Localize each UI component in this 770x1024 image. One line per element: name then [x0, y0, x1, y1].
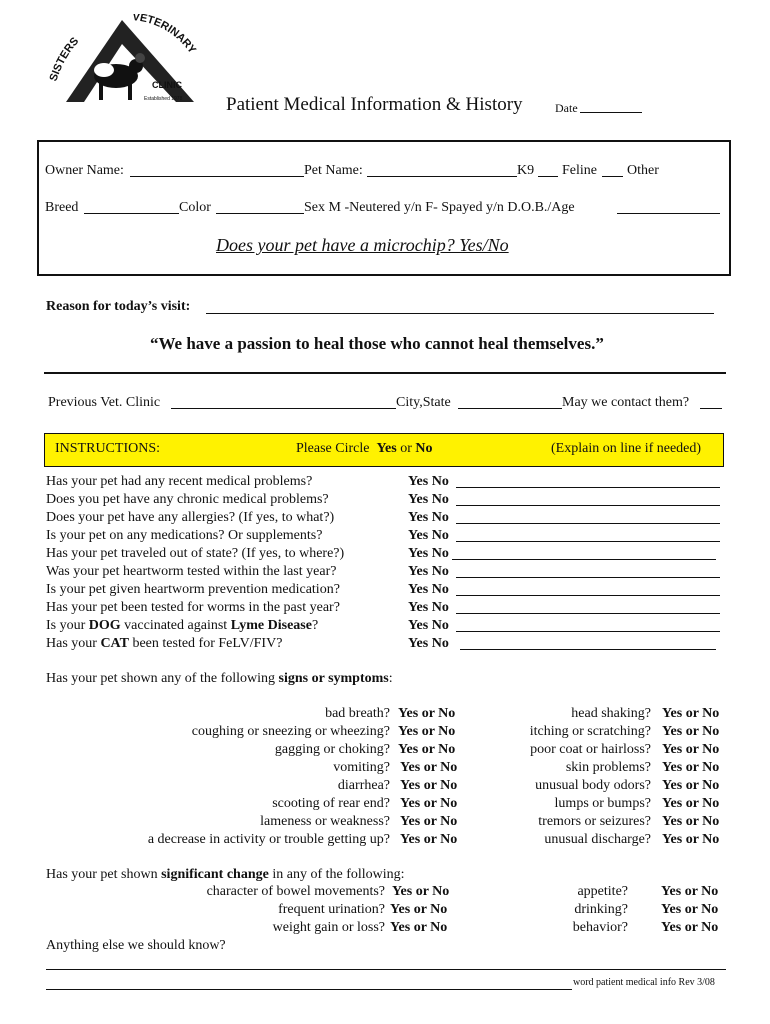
please-circle-text — [296, 441, 433, 457]
question-text: Does you pet have any chronic medical problems? — [46, 492, 329, 507]
question-text: Was your pet heartworm tested within the last year? — [46, 564, 337, 579]
city-state-line[interactable] — [458, 408, 562, 409]
explain-text: (Explain on line if needed) — [551, 441, 702, 456]
k9-line[interactable] — [538, 176, 558, 177]
microchip-question: Does your pet have a microchip? Yes/No — [216, 235, 509, 255]
symptom-yes-or-no[interactable]: Yes or No — [662, 706, 720, 721]
owner-name-label: Owner Name: — [45, 163, 124, 178]
symptom-yes-or-no[interactable]: Yes or No — [662, 760, 720, 775]
question-text: Is your pet given heartworm prevention medication? — [46, 582, 340, 597]
explain-line[interactable] — [460, 649, 716, 650]
changes-intro-text: Has your pet shown — [46, 867, 162, 882]
logo-text-sisters: SISTERS — [47, 35, 82, 83]
symptom-right-label: unusual body odors? — [535, 778, 651, 793]
change-left-label: weight gain or loss? — [272, 920, 385, 935]
question-text: Does your pet have any allergies? (If yes, to what?) — [46, 510, 335, 525]
feline-label: Feline — [562, 163, 597, 178]
question-text: Has your pet traveled out of state? (If yes, to where?) — [46, 546, 345, 561]
signs-intro-text: Has your pet shown any of the following — [46, 671, 279, 686]
clinic-logo — [44, 14, 214, 114]
age-line[interactable] — [617, 213, 720, 214]
change-yes-or-no[interactable]: Yes or No — [390, 902, 448, 917]
logo-established: Established 1978 — [144, 96, 183, 102]
symptom-yes-or-no[interactable]: Yes or No — [400, 832, 458, 847]
symptom-yes-or-no[interactable]: Yes or No — [662, 778, 720, 793]
change-left-label: frequent urination? — [278, 902, 385, 917]
change-yes-or-no[interactable]: Yes or No — [392, 884, 450, 899]
pet-name-label: Pet Name: — [304, 163, 363, 178]
q-text-bold: Lyme Disease — [230, 618, 312, 633]
signs-intro-bold: signs or symptoms — [278, 671, 389, 686]
changes-intro-end: in any of the following: — [268, 867, 405, 882]
explain-line[interactable] — [456, 541, 720, 542]
symptom-left-label: a decrease in activity or trouble getting up? — [147, 832, 390, 847]
symptom-yes-or-no[interactable]: Yes or No — [400, 778, 458, 793]
yes-no-option[interactable]: Yes No — [408, 600, 449, 615]
symptom-yes-or-no[interactable]: Yes or No — [400, 796, 458, 811]
change-right-label: behavior? — [572, 920, 628, 935]
yes-no-option[interactable]: Yes No — [408, 474, 449, 489]
q-text-part: vaccinated against — [120, 618, 231, 633]
changes-intro-bold: significant change — [161, 867, 269, 882]
reason-line[interactable] — [206, 313, 714, 314]
instr-no: No — [415, 441, 433, 456]
signs-intro — [46, 671, 393, 687]
change-yes-or-no[interactable]: Yes or No — [661, 920, 719, 935]
change-yes-or-no[interactable]: Yes or No — [661, 902, 719, 917]
yes-no-option[interactable]: Yes No — [408, 546, 449, 561]
color-label: Color — [179, 200, 211, 215]
previous-vet-line[interactable] — [171, 408, 396, 409]
notes-line-1[interactable] — [46, 969, 726, 970]
instr-yes: Yes — [376, 441, 397, 456]
symptom-yes-or-no[interactable]: Yes or No — [398, 706, 456, 721]
question-text — [46, 636, 282, 652]
yes-no-option[interactable]: Yes No — [408, 582, 449, 597]
symptom-right-label: itching or scratching? — [529, 724, 651, 739]
notes-line-2[interactable] — [46, 989, 572, 990]
symptom-left-label: bad breath? — [325, 706, 390, 721]
symptom-yes-or-no[interactable]: Yes or No — [662, 814, 720, 829]
symptom-right-label: tremors or seizures? — [538, 814, 651, 829]
symptom-left-label: lameness or weakness? — [260, 814, 390, 829]
question-text — [46, 618, 318, 634]
question-text: Is your pet on any medications? Or supplements? — [46, 528, 323, 543]
signs-intro-end: : — [388, 671, 393, 686]
explain-line[interactable] — [456, 505, 720, 506]
feline-line[interactable] — [602, 176, 623, 177]
symptom-left-label: scooting of rear end? — [272, 796, 390, 811]
logo-text-clinic: CLINIC — [152, 80, 182, 90]
clinic-motto: “We have a passion to heal those who cannot heal themselves.” — [150, 334, 604, 353]
instructions-label: INSTRUCTIONS: — [55, 441, 161, 456]
explain-line[interactable] — [452, 559, 716, 560]
change-right-label: appetite? — [577, 884, 628, 899]
q-text-bold: CAT — [100, 636, 129, 651]
breed-line[interactable] — [84, 213, 179, 214]
svg-text:SISTERS — [47, 35, 81, 83]
page-title: Patient Medical Information & History — [226, 94, 523, 115]
yes-no-option[interactable]: Yes No — [408, 618, 449, 633]
symptom-right-label: head shaking? — [571, 706, 651, 721]
symptom-left-label: coughing or sneezing or wheezing? — [191, 724, 390, 739]
divider — [44, 372, 726, 374]
yes-no-option[interactable]: Yes No — [408, 564, 449, 579]
q-text-part: ? — [311, 618, 319, 633]
symptom-right-label: skin problems? — [565, 760, 651, 775]
logo-text-veterinary: VETERINARY — [131, 14, 199, 56]
symptom-yes-or-no[interactable]: Yes or No — [662, 796, 720, 811]
symptom-yes-or-no[interactable]: Yes or No — [662, 832, 720, 847]
change-right-label: drinking? — [574, 902, 628, 917]
symptom-yes-or-no[interactable]: Yes or No — [662, 724, 720, 739]
yes-no-option[interactable]: Yes No — [408, 528, 449, 543]
date-input-line[interactable] — [580, 112, 642, 113]
change-yes-or-no[interactable]: Yes or No — [390, 920, 448, 935]
other-label: Other — [627, 163, 659, 178]
contact-label: May we contact them? — [562, 395, 690, 410]
q-text-bold: DOG — [88, 618, 121, 633]
reason-label: Reason for today’s visit: — [46, 299, 191, 314]
yes-no-option[interactable]: Yes No — [408, 492, 449, 507]
question-text: Has your pet been tested for worms in the past year? — [46, 600, 340, 615]
color-line[interactable] — [216, 213, 304, 214]
city-state-label: City,State — [396, 395, 451, 410]
pet-name-line[interactable] — [367, 176, 517, 177]
anything-else-label: Anything else we should know? — [46, 938, 226, 953]
symptom-right-label: poor coat or hairloss? — [530, 742, 651, 757]
symptom-yes-or-no[interactable]: Yes or No — [662, 742, 720, 757]
footer-revision: word patient medical info Rev 3/08 — [573, 977, 715, 988]
q-text-part: Is your — [46, 618, 89, 633]
k9-label: K9 — [517, 163, 535, 178]
please-circle-label: Please Circle — [296, 441, 370, 456]
symptom-right-label: lumps or bumps? — [554, 796, 651, 811]
date-label: Date — [555, 101, 578, 115]
previous-vet-label: Previous Vet. Clinic — [48, 395, 161, 410]
changes-intro — [46, 867, 405, 883]
symptom-yes-or-no[interactable]: Yes or No — [400, 760, 458, 775]
question-text: Has your pet had any recent medical problems? — [46, 474, 313, 489]
explain-line[interactable] — [456, 595, 720, 596]
symptom-yes-or-no[interactable]: Yes or No — [398, 724, 456, 739]
change-left-label: character of bowel movements? — [206, 884, 385, 899]
yes-no-option[interactable]: Yes No — [408, 636, 449, 651]
logo-graphic — [44, 14, 214, 114]
symptom-left-label: vomiting? — [333, 760, 390, 775]
symptom-left-label: gagging or choking? — [274, 742, 390, 757]
yes-no-option[interactable]: Yes No — [408, 510, 449, 525]
instr-or: or — [400, 441, 412, 456]
sex-label: Sex M -Neutered y/n F- Spayed y/n D.O.B./Age — [304, 200, 575, 215]
contact-line[interactable] — [700, 408, 722, 409]
breed-label: Breed — [45, 200, 79, 215]
symptom-yes-or-no[interactable]: Yes or No — [398, 742, 456, 757]
symptom-yes-or-no[interactable]: Yes or No — [400, 814, 458, 829]
explain-line[interactable] — [456, 577, 720, 578]
q-text-part: been tested for FeLV/FIV? — [128, 636, 283, 651]
explain-line[interactable] — [456, 523, 720, 524]
symptom-left-label: diarrhea? — [337, 778, 390, 793]
explain-line[interactable] — [456, 631, 720, 632]
explain-line[interactable] — [456, 613, 720, 614]
symptom-right-label: unusual discharge? — [544, 832, 651, 847]
owner-name-line[interactable] — [130, 176, 304, 177]
explain-line[interactable] — [456, 487, 720, 488]
change-yes-or-no[interactable]: Yes or No — [661, 884, 719, 899]
q-text-part: Has your — [46, 636, 101, 651]
